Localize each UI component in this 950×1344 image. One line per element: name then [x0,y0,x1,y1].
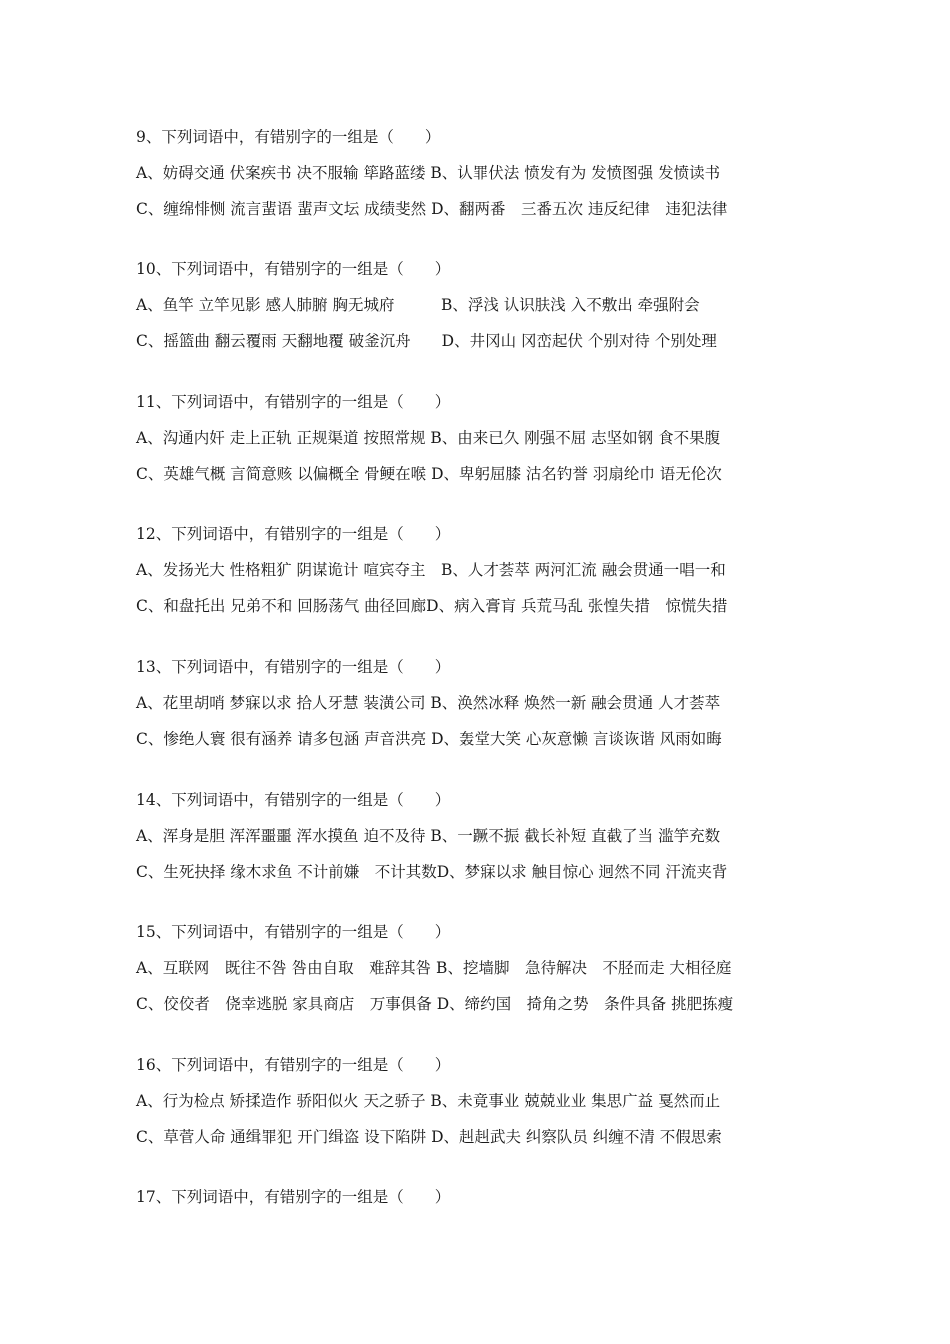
question-17 [136,1187,816,1207]
question-10 [136,259,816,351]
question-stem: 16、下列词语中，有错别字的一组是（ ） [136,1056,451,1074]
options-row-ab: A、行为检点 矫揉造作 骄阳似火 天之骄子 B、未竟事业 兢兢业业 集思广益 戛然而止 [136,1092,721,1110]
question-16 [136,1055,816,1147]
options-row-cd: C、佼佼者 侥幸逃脱 家具商店 万事俱备 D、缔约国 掎角之势 条件具备 挑肥拣瘦 [136,995,734,1013]
question-13 [136,657,816,749]
question-12 [136,524,816,616]
question-11 [136,392,816,484]
question-stem: 13、下列词语中，有错别字的一组是（ ） [136,658,451,676]
question-stem: 14、下列词语中，有错别字的一组是（ ） [136,791,451,809]
options-row-cd: C、草菅人命 通缉罪犯 开门缉盗 设下陷阱 D、赳赳武夫 纠察队员 纠缠不清 不假思索 [136,1128,722,1146]
options-row-ab: A、发扬光大 性格粗犷 阴谋诡计 喧宾夺主 B、人才荟萃 两河汇流 融会贯通一唱一和 [136,561,726,579]
question-9 [136,127,816,219]
question-14 [136,790,816,882]
options-row-ab: A、浑身是胆 浑浑噩噩 浑水摸鱼 迫不及待 B、一蹶不振 截长补短 直截了当 滥竽充数 [136,827,721,845]
options-row-cd: C、惨绝人寰 很有涵养 请多包涵 声音洪亮 D、轰堂大笑 心灰意懒 言谈诙谐 风雨如晦 [136,730,722,748]
options-row-ab: A、花里胡哨 梦寐以求 拾人牙慧 装潢公司 B、涣然冰释 焕然一新 融会贯通 人才荟萃 [136,694,721,712]
question-stem: 17、下列词语中，有错别字的一组是（ ） [136,1188,451,1206]
question-stem: 11、下列词语中，有错别字的一组是（ ） [136,393,451,411]
question-stem: 15、下列词语中，有错别字的一组是（ ） [136,923,451,941]
question-stem: 9、下列词语中，有错别字的一组是（ ） [136,128,441,146]
options-row-ab: A、鱼竿 立竿见影 感人肺腑 胸无城府 B、浮浅 认识肤浅 入不敷出 牵强附会 [136,296,700,314]
options-row-ab: A、互联网 既往不咎 咎由自取 难辞其咎 B、挖墙脚 急待解决 不胫而走 大相径庭 [136,959,732,977]
question-stem: 10、下列词语中，有错别字的一组是（ ） [136,260,451,278]
options-row-cd: C、生死抉择 缘木求鱼 不计前嫌 不计其数D、梦寐以求 触目惊心 迥然不同 汗流夹背 [136,863,728,881]
question-stem: 12、下列词语中，有错别字的一组是（ ） [136,525,451,543]
options-row-cd: C、和盘托出 兄弟不和 回肠荡气 曲径回廊D、病入膏肓 兵荒马乱 张惶失措 惊慌失措 [136,597,728,615]
options-row-cd: C、缠绵悱恻 流言蜚语 蜚声文坛 成绩斐然 D、翻两番 三番五次 违反纪律 违犯法律 [136,200,728,218]
options-row-cd: C、英雄气概 言简意赅 以偏概全 骨鲠在喉 D、卑躬屈膝 沽名钓誉 羽扇纶巾 语无伦次 [136,465,722,483]
options-row-cd: C、摇篮曲 翻云覆雨 天翻地覆 破釜沉舟 D、井冈山 冈峦起伏 个别对待 个别处理 [136,332,717,350]
options-row-ab: A、妨碍交通 伏案疾书 决不服输 筚路蓝缕 B、认罪伏法 愤发有为 发愤图强 发愤读书 [136,164,721,182]
options-row-ab: A、沟通内奸 走上正轨 正规渠道 按照常规 B、由来已久 刚强不屈 志坚如钢 食不果腹 [136,429,721,447]
question-15 [136,922,816,1014]
